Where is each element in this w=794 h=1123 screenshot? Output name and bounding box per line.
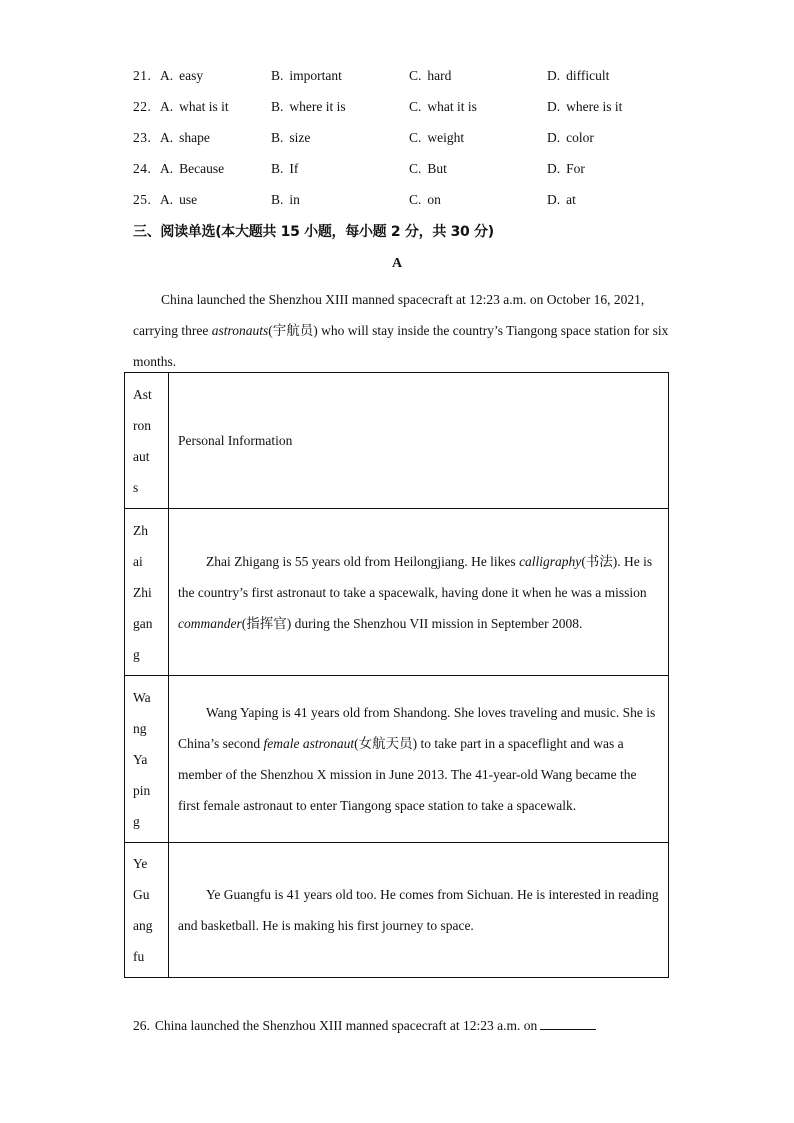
question-text: China launched the Shenzhou XIII manned spacecraft at 12:23 a.m. on	[154, 1018, 538, 1033]
question-21-options	[133, 66, 693, 86]
option-c[interactable]: C. on	[409, 192, 441, 207]
passage-label: A	[391, 256, 403, 271]
info-cell: Ye Guangfu is 41 years old too. He comes from Sichuan. He is interested in reading and basketball. He is making his first journey to space.	[169, 843, 669, 978]
name-cell: Zh ai Zhi gan g	[125, 509, 169, 676]
option-a[interactable]: A. Because	[160, 161, 225, 176]
table-row	[125, 509, 669, 676]
question-26	[133, 1015, 596, 1036]
option-a[interactable]: A. use	[160, 192, 198, 207]
option-b[interactable]: B. important	[271, 68, 342, 83]
option-b[interactable]: B. in	[271, 192, 300, 207]
info-cell: Wang Yaping is 41 years old from Shandong. She loves traveling and music. She is China’s second female astronaut(女航天员) to take part in a spaceflight and was a member of the Shenzhou X mission in June 2013. The 41-year-old Wang became the first female astronaut to enter Tiangong space station to take a spacewalk.	[169, 676, 669, 843]
question-number: 23.	[133, 130, 152, 145]
option-d[interactable]: D. For	[547, 161, 585, 176]
question-number: 26.	[133, 1018, 150, 1033]
option-d[interactable]: D. at	[547, 192, 576, 207]
section-title: 三、阅读单选(本大题共 15 小题，每小题 2 分，共 30 分)	[133, 224, 494, 240]
option-a[interactable]: A. shape	[160, 130, 210, 145]
option-c[interactable]: C. But	[409, 161, 447, 176]
option-d[interactable]: D. color	[547, 130, 594, 145]
option-c[interactable]: C. hard	[409, 68, 452, 83]
question-number: 24.	[133, 161, 152, 176]
option-d[interactable]: D. difficult	[547, 68, 610, 83]
intro-paragraph: China launched the Shenzhou XIII manned spacecraft at 12:23 a.m. on October 16, 2021, carrying three astronauts(宇航员) who will stay inside the country’s Tiangong space station for six months.	[133, 292, 669, 369]
table-row	[125, 843, 669, 978]
option-d[interactable]: D. where is it	[547, 99, 623, 114]
option-c[interactable]: C. weight	[409, 130, 465, 145]
question-number: 22.	[133, 99, 152, 114]
option-a[interactable]: A. what is it	[160, 99, 229, 114]
header-name-cell: Ast ron aut s	[125, 373, 169, 509]
info-cell: Zhai Zhigang is 55 years old from Heilongjiang. He likes calligraphy(书法). He is the country’s first astronaut to take a spacewalk, having done it when he was a mission commander(指挥官) during the Shenzhou VII mission in September 2008.	[169, 509, 669, 676]
answer-blank[interactable]	[540, 1015, 596, 1030]
option-b[interactable]: B. where it is	[271, 99, 346, 114]
name-cell: Wa ng Ya pin g	[125, 676, 169, 843]
table-row	[125, 676, 669, 843]
question-23-options	[133, 128, 693, 148]
name-cell: Ye Gu ang fu	[125, 843, 169, 978]
question-number: 25.	[133, 192, 152, 207]
option-a[interactable]: A. easy	[160, 68, 204, 83]
question-number: 21.	[133, 68, 152, 83]
table-header-row	[125, 373, 669, 509]
astronaut-table	[124, 372, 669, 978]
option-b[interactable]: B. size	[271, 130, 311, 145]
question-25-options	[133, 190, 693, 210]
question-24-options	[133, 159, 693, 179]
header-info-cell: Personal Information	[169, 373, 669, 509]
option-c[interactable]: C. what it is	[409, 99, 477, 114]
question-22-options	[133, 97, 693, 117]
option-b[interactable]: B. If	[271, 161, 299, 176]
